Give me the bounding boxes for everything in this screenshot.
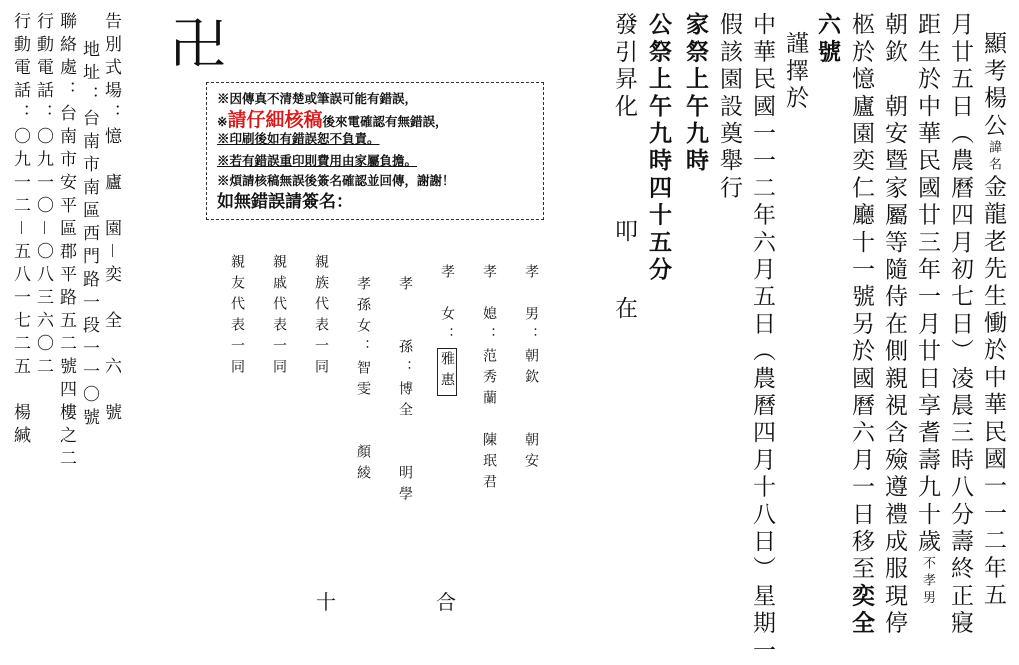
public-rite-time: 公祭上午九時四十五分 — [645, 12, 672, 284]
footer-mark-left: 十 — [316, 590, 336, 614]
notice-line-4: ※若有錯誤重印則費用由家屬負擔。 — [217, 153, 418, 168]
notice-line-1: ※因傳真不清楚或筆誤可能有錯誤， — [217, 91, 418, 106]
venue-address: 地址：台南市南區西門路一段一一〇號 — [79, 40, 99, 431]
obituary-line-3: 距生於中華民國廿三年一月廿日享耆壽九十歲不孝男 — [914, 12, 940, 608]
signature-prompt: 如無錯誤請簽名： — [217, 192, 353, 212]
procession-zai: 在 — [611, 296, 637, 324]
daughter-name: 雅惠 — [437, 348, 457, 396]
proofreading-notice — [206, 82, 544, 220]
mobile-phone-2: 行動電話：〇九一二－五八一七二五 楊緘 — [10, 12, 30, 449]
family-rite-time: 家祭上午九時 — [682, 12, 709, 176]
procession-line: 發引昇化 — [611, 12, 637, 121]
daughter-entry: 孝 女：雅惠 — [440, 264, 454, 396]
friend-representatives: 親友代表一同 — [229, 254, 245, 380]
obituary-line-6: 六號 — [814, 12, 841, 67]
obituary-small-label-2: 不孝男 — [920, 556, 935, 608]
notice-line-2-rest: 後來電確認有無錯誤， — [322, 114, 448, 129]
notice-line-2 — [217, 105, 448, 132]
obituary-line-5: 柩於憶廬園奕仁廳十一號另於國曆六月一日移至奕全 — [848, 12, 875, 638]
procession-kou: 叩 — [611, 219, 637, 247]
ceremony-venue: 假該園設奠舉行 — [716, 12, 742, 203]
obituary-small-label: 諱名 — [986, 139, 1001, 175]
notice-red-text: 請仔細核稿 — [227, 109, 323, 131]
obituary-line-7: 謹擇於 — [782, 31, 808, 113]
clan-representatives: 親族代表一同 — [313, 254, 329, 380]
son-entry: 孝 男：朝欽 朝安 — [523, 264, 539, 474]
relative-representatives: 親戚代表一同 — [271, 254, 287, 380]
contact-address: 聯絡處：台南市安平區郡平路五二號四樓之二 — [56, 12, 76, 472]
swastika-symbol: 卍 — [170, 13, 226, 78]
obituary-line-1: 顯考楊公諱名金龍老先生慟於中華民國一一二年五 — [980, 31, 1006, 610]
notice-mark: ※ — [217, 114, 228, 129]
funeral-venue: 告別式場：憶 廬 園－奕 全 六 號 — [101, 12, 121, 426]
grandson-entry: 孝 孫：博全 明學 — [397, 276, 413, 507]
daughter-in-law-entry: 孝 媳：范秀蘭 陳珉君 — [481, 264, 497, 495]
notice-line-5: ※煩請核稿無誤後簽名確認並回傳，謝謝！ — [217, 173, 455, 188]
obituary-line-2: 月廿五日（農曆四月初七日）凌晨三時八分壽終正寢 — [947, 12, 973, 638]
obituary-line-4: 朝欽 朝安暨家屬等隨侍在側親視含殮遵禮成服現停 — [881, 12, 907, 638]
ceremony-date: 中華民國一一二年六月五日（農曆四月十八日）星期一 — [749, 12, 775, 665]
granddaughter-entry: 孝孫女：智雯 顏綾 — [355, 276, 371, 486]
footer-mark-right: 合 — [436, 590, 456, 614]
mobile-phone-1: 行動電話：〇九一〇－〇八三六〇二 — [33, 12, 53, 380]
notice-line-3: ※印刷後如有錯誤恕不負責。 — [217, 131, 380, 146]
